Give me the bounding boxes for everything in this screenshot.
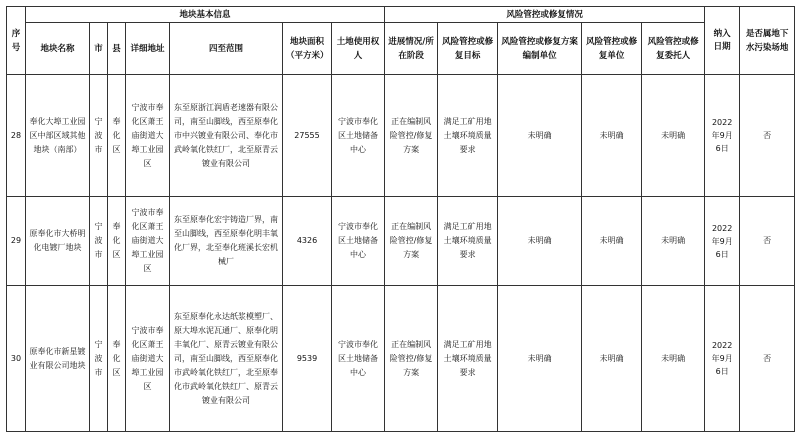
cell-address: 宁波市奉化区萧王庙街道大埠工业园区 [126,75,170,197]
site-table-page [6,6,794,432]
cell-planner: 未明确 [498,286,582,432]
header-group-basic: 地块基本信息 [26,7,385,23]
header-groundwater: 是否属地下水污染场地 [740,7,795,75]
table-row [7,286,795,432]
cell-county: 奉化区 [108,197,126,286]
cell-area: 4326 [283,197,332,286]
header-seq: 序号 [7,7,26,75]
cell-executor: 未明确 [582,197,642,286]
header-planner: 风险管控或修复方案编制单位 [498,23,582,75]
cell-planner: 未明确 [498,197,582,286]
cell-date: 2022年9月6日 [705,286,740,432]
cell-groundwater: 否 [740,286,795,432]
table-row [7,75,795,197]
cell-date: 2022年9月6日 [705,197,740,286]
cell-client: 未明确 [642,197,705,286]
cell-address: 宁波市奉化区萧王庙街道大埠工业园区 [126,286,170,432]
cell-boundary: 东至原浙江润盾老速器有限公司，南至山脚线，西至原奉化市中兴镀业有限公司、奉化市武岭氧化铁红厂，北至原青云镀业有限公司 [170,75,283,197]
cell-boundary: 东至原奉化永达纸浆模塑厂、原大埠水泥瓦通厂、原奉化明丰氧化厂、原青云镀业有限公司，南至山脚线，西至原奉化市武岭氧化铁红厂，北至原奉化市武岭氧化铁红厂、原青云镀业有限公司 [170,286,283,432]
cell-date: 2022年9月6日 [705,75,740,197]
cell-owner: 宁波市奉化区土地储备中心 [332,197,385,286]
cell-executor: 未明确 [582,75,642,197]
cell-county: 奉化区 [108,286,126,432]
header-column-row [7,23,795,75]
cell-owner: 宁波市奉化区土地储备中心 [332,286,385,432]
cell-progress: 正在编制风险管控/修复方案 [385,197,438,286]
cell-address: 宁波市奉化区萧王庙街道大埠工业园区 [126,197,170,286]
header-name: 地块名称 [26,23,90,75]
header-progress: 进展情况/所在阶段 [385,23,438,75]
cell-progress: 正在编制风险管控/修复方案 [385,286,438,432]
cell-name: 奉化大埠工业园区中部区域其他地块（南部） [26,75,90,197]
cell-groundwater: 否 [740,197,795,286]
header-group-risk: 风险管控或修复情况 [385,7,705,23]
header-date: 纳入日期 [705,7,740,75]
cell-seq: 28 [7,75,26,197]
header-boundary: 四至范围 [170,23,283,75]
header-executor: 风险管控或修复单位 [582,23,642,75]
cell-boundary: 东至原奉化宏宇铸造厂界，南至山脚线，西至原奉化明丰氧化厂界，北至奉化班溪长宏机械厂 [170,197,283,286]
cell-area: 27555 [283,75,332,197]
cell-client: 未明确 [642,75,705,197]
header-area: 地块面积（平方米） [283,23,332,75]
header-target: 风险管控或修复目标 [438,23,498,75]
cell-seq: 29 [7,197,26,286]
cell-name: 原奉化市新星镀业有限公司地块 [26,286,90,432]
cell-executor: 未明确 [582,286,642,432]
cell-target: 满足工矿用地土壤环境质量要求 [438,75,498,197]
header-owner: 土地使用权人 [332,23,385,75]
cell-seq: 30 [7,286,26,432]
header-city: 市 [90,23,108,75]
cell-owner: 宁波市奉化区土地储备中心 [332,75,385,197]
cell-groundwater: 否 [740,75,795,197]
header-address: 详细地址 [126,23,170,75]
header-group-row [7,7,795,23]
contaminated-site-table [6,6,795,432]
cell-name: 原奉化市大桥明化电镀厂地块 [26,197,90,286]
cell-city: 宁波市 [90,75,108,197]
header-client: 风险管控或修复委托人 [642,23,705,75]
cell-progress: 正在编制风险管控/修复方案 [385,75,438,197]
cell-area: 9539 [283,286,332,432]
cell-target: 满足工矿用地土壤环境质量要求 [438,197,498,286]
cell-county: 奉化区 [108,75,126,197]
table-row [7,197,795,286]
cell-city: 宁波市 [90,197,108,286]
cell-planner: 未明确 [498,75,582,197]
cell-client: 未明确 [642,286,705,432]
cell-city: 宁波市 [90,286,108,432]
header-county: 县 [108,23,126,75]
cell-target: 满足工矿用地土壤环境质量要求 [438,286,498,432]
